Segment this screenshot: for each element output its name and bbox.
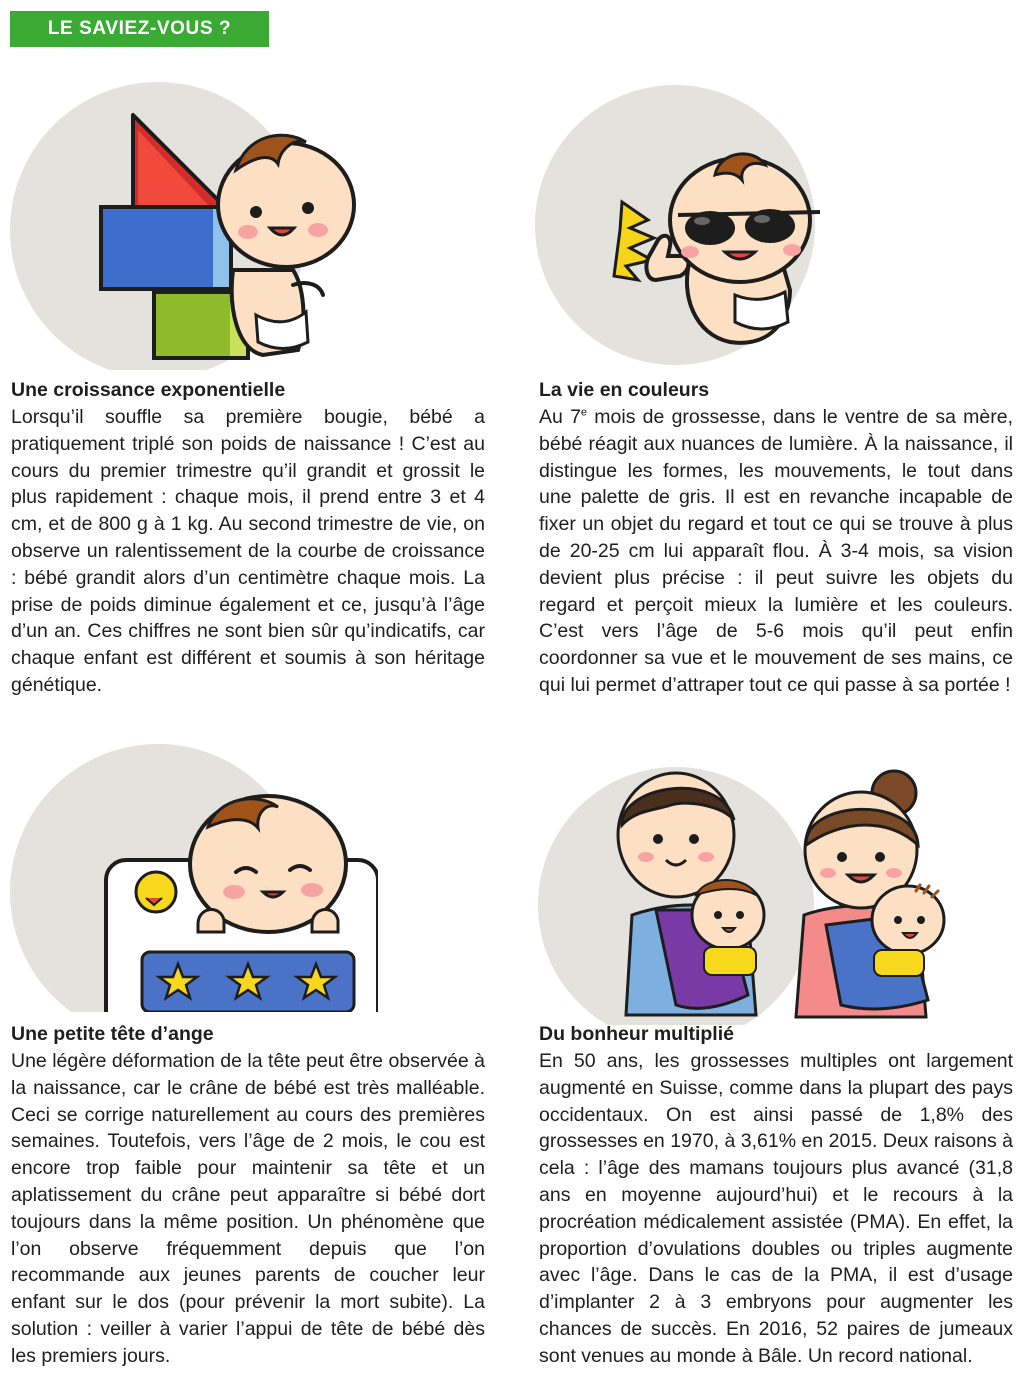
article-body: Une légère déformation de la tête peut être observée à la naissance, car le crâne de bébé est très malléable. Ceci se corrige naturellement au cours des premières semaines. Toutefois, vers l’âge de 2 mois, le cou est encore trop faible pour maintenir sa tête et un aplatissement du crâne peut apparaître si bébé dort toujours dans la même position. Un phénomène que l’on observe fréquemment depuis que l’on recommande aux jeunes parents de coucher leur enfant sur le dos (pour prévenir la mort subite). La solution : veiller à varier l’appui de tête de bébé dès les premiers jours. bbox=[11, 1050, 485, 1367]
article-body: Lorsqu’il souffle sa première bougie, bébé a pratiquement triplé son poids de naissance ! C’est au cours du premier trimestre qu’il grandit et grossit le plus rapidement : chaque mois, il prend entre 3 et 4 cm, et de 800 g à 1 kg. Au second trimestre de vie, on observe un ralentissement de la courbe de croissance : bébé grandit alors d’un centimètre chaque mois. La prise de poids diminue également et ce, jusqu’à l’âge d’un an. Ces chiffres ne sont bien sûr qu’indicatifs, car chaque enfant est différent et soumis à son héritage génétique. bbox=[11, 406, 485, 696]
baby-blocks-illustration bbox=[8, 80, 368, 370]
article-bonheur bbox=[539, 1021, 1013, 1370]
section-banner: LE SAVIEZ-VOUS ? bbox=[10, 11, 269, 47]
article-title: Une croissance exponentielle bbox=[11, 379, 286, 401]
article-title: Une petite tête d’ange bbox=[11, 1023, 214, 1045]
sleeping-baby-illustration bbox=[8, 742, 378, 1012]
article-title: La vie en couleurs bbox=[539, 379, 710, 401]
parents-twins-illustration bbox=[536, 765, 956, 1025]
article-couleurs bbox=[539, 377, 1013, 699]
article-body: Au 7e mois de grossesse, dans le ventre de sa mère, bébé réagit aux nuances de lumière. À la naissance, il distingue les formes, les mouvements, le tout dans une palette de gris. Il est en revanche incapable de fixer un objet du regard et tout ce qui se trouve à plus de 20-25 cm lui apparaît flou. À 3-4 mois, sa vision devient plus précise : il peut suivre les objets du regard et perçoit mieux la lumière et les couleurs. C’est vers l’âge de 5-6 mois qu’il peut enfin coordonner sa vue et le mouvement de ses mains, ce qui lui permet d’attraper tout ce qui passe à sa portée ! bbox=[539, 406, 1013, 696]
article-croissance bbox=[11, 377, 485, 699]
article-title: Du bonheur multiplié bbox=[539, 1023, 734, 1045]
article-tete-ange bbox=[11, 1021, 485, 1370]
baby-sunglasses-illustration bbox=[530, 80, 850, 370]
article-body: En 50 ans, les grossesses multiples ont largement augmenté en Suisse, comme dans la plupart des pays occidentaux. On est ainsi passé de 1,8% des grossesses en 1970, à 3,61% en 2015. Deux raisons à cela : l’âge des mamans toujours plus avancé (31,8 ans en moyenne aujourd’hui) et le recours à la procréation médicalement assistée (PMA). En effet, la proportion d’ovulations doubles ou triples augmente avec l’âge. Dans le cas de la PMA, il est d’usage d’implanter 2 à 3 embryons pour augmenter les chances de succès. En 2016, 52 paires de jumeaux sont venues au monde à Bâle. Un record national. bbox=[539, 1050, 1013, 1367]
